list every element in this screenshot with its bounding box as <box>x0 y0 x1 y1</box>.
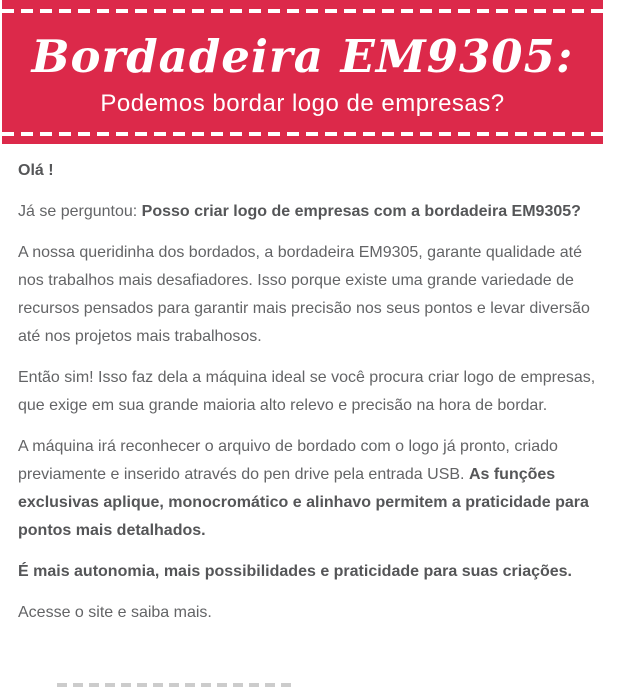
question-paragraph <box>18 198 597 226</box>
clipped-next-line <box>57 683 295 687</box>
quality-paragraph: A nossa queridinha dos bordados, a bordadeira EM9305, garante qualidade até nos trabalhos mais desafiadores. Isso porque existe uma grande variedade de recursos pensados para garantir mais precisão nos seus pontos e levar diversão até nos projetos mais trabalhosos. <box>18 244 590 345</box>
banner-subtitle: Podemos bordar logo de empresas? <box>100 90 505 117</box>
question-prefix-text: Já se perguntou: <box>18 203 142 220</box>
cta-text: Acesse o site e saiba mais. <box>18 604 212 621</box>
body-content <box>0 144 617 640</box>
stitch-dashed-line-top <box>2 9 603 13</box>
stitch-dashed-line-bottom <box>2 132 603 136</box>
autonomy-paragraph: É mais autonomia, mais possibilidades e praticidade para suas criações. <box>18 563 572 580</box>
banner-title: Bordadeira EM9305: <box>31 30 574 83</box>
exclusive-functions-bold-text: As funções exclusivas aplique, monocromático e alinhavo permitem a praticidade para pontos mais detalhados. <box>18 466 589 539</box>
ideal-machine-paragraph: Então sim! Isso faz dela a máquina ideal se você procura criar logo de empresas, que exige em sua grande maioria alto relevo e precisão na hora de bordar. <box>18 369 596 414</box>
header-banner <box>2 0 603 144</box>
usb-paragraph-text: A máquina irá reconhecer o arquivo de bordado com o logo já pronto, criado previamente e inserido através do pen drive pela entrada USB. <box>18 438 558 483</box>
greeting-text: Olá ! <box>18 162 54 179</box>
usb-functions-paragraph <box>18 433 597 545</box>
question-bold-text: Posso criar logo de empresas com a bordadeira EM9305? <box>141 203 581 220</box>
